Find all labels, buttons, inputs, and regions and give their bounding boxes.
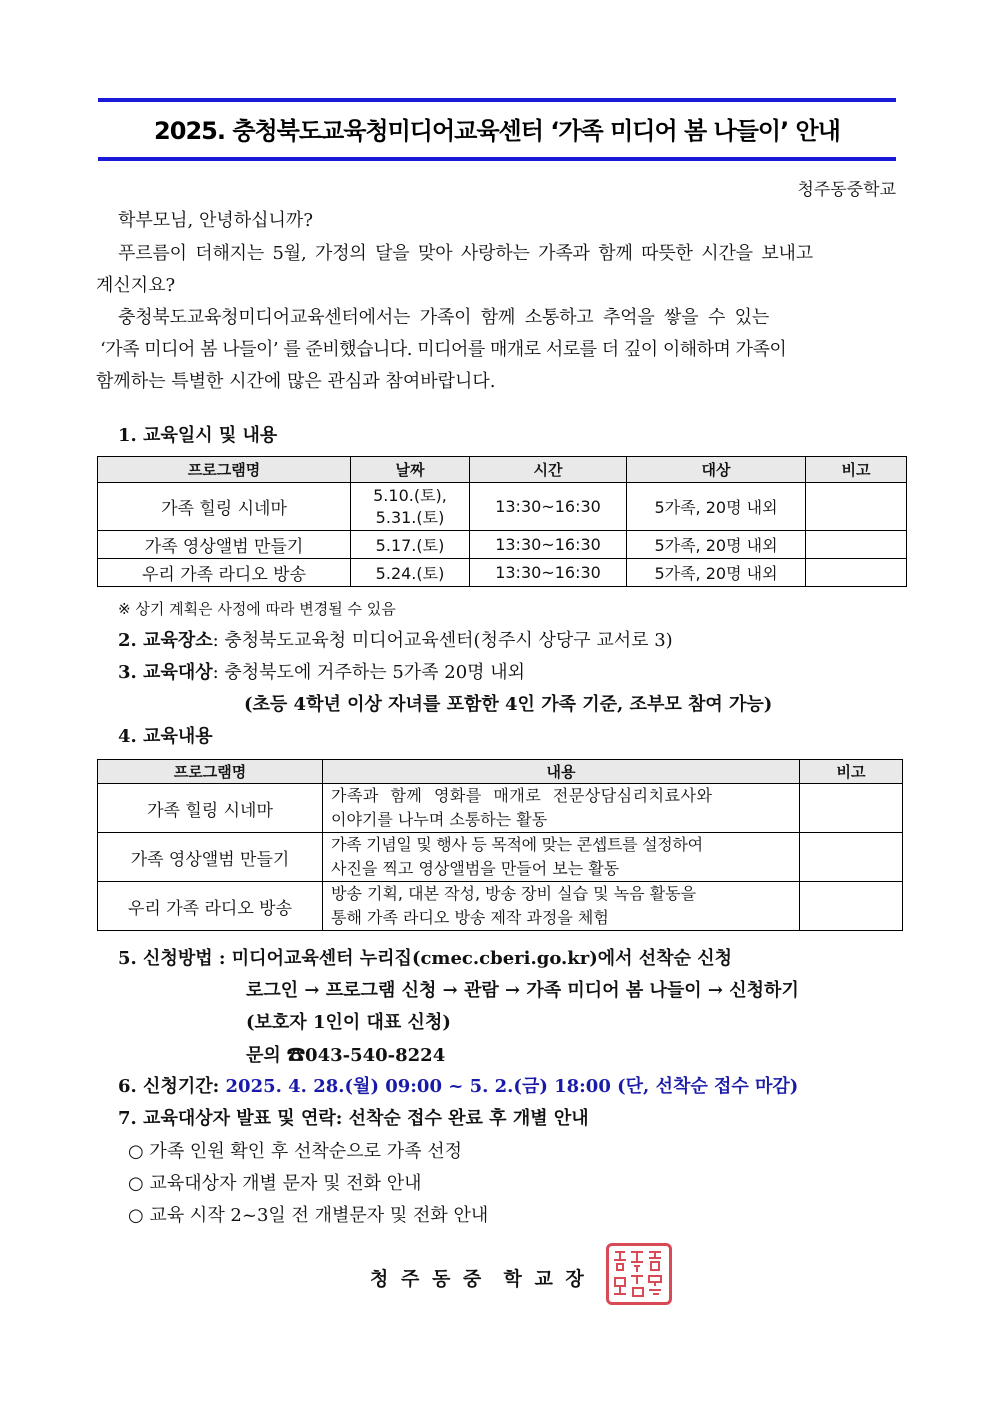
program-name: 가족 영상앨범 만들기 [98, 833, 323, 882]
program-date [351, 483, 470, 531]
top-rule [98, 98, 896, 102]
table-row [98, 531, 907, 559]
content-line: 가족 기념일 및 행사 등 목적에 맞는 콘셉트를 설정하여 [331, 835, 703, 854]
seal-icon [609, 1246, 669, 1302]
intro-p2-line1: 푸르름이 더해지는 5월, 가정의 달을 맞아 사랑하는 가족과 함께 따뜻한 시간을 보내고 [118, 243, 813, 264]
section2 [118, 626, 673, 652]
section2-label: 2. 교육장소 [118, 630, 213, 651]
col-header: 프로그램명 [98, 760, 323, 784]
program-time: 13:30~16:30 [470, 483, 627, 531]
program-note [800, 784, 903, 833]
col-header: 시간 [470, 457, 627, 483]
content-line: 가족과 함께 영화를 매개로 전문상담심리치료사와 [331, 786, 713, 805]
program-target: 5가족, 20명 내외 [627, 559, 806, 587]
bottom-rule [98, 157, 896, 161]
program-time: 13:30~16:30 [470, 531, 627, 559]
table-row [98, 833, 903, 882]
col-header: 프로그램명 [98, 457, 351, 483]
program-content [323, 833, 800, 882]
program-content [323, 784, 800, 833]
section3-value: : 충청북도에 거주하는 5가족 20명 내외 [212, 662, 526, 683]
col-header: 내용 [323, 760, 800, 784]
col-header: 대상 [627, 457, 806, 483]
section7-item: ○ 교육 시작 2~3일 전 개별문자 및 전화 안내 [128, 1205, 489, 1226]
col-header: 비고 [800, 760, 903, 784]
intro-p3-line2: ‘가족 미디어 봄 나들이’ 를 준비했습니다. 미디어를 매개로 서로를 더 깊이 이해하며 가족이 [100, 339, 787, 360]
section1-heading: 1. 교육일시 및 내용 [118, 425, 278, 446]
official-seal [606, 1243, 672, 1305]
table-row [98, 483, 907, 531]
program-note [800, 833, 903, 882]
table-row [98, 784, 903, 833]
program-name: 가족 힐링 시네마 [98, 483, 351, 531]
page-title: 2025. 충청북도교육청미디어교육센터 ‘가족 미디어 봄 나들이’ 안내 [154, 117, 840, 145]
program-note [806, 559, 907, 587]
program-time: 13:30~16:30 [470, 559, 627, 587]
date-line: 5.31.(토) [375, 507, 445, 527]
content-line: 통해 가족 라디오 방송 제작 과정을 체험 [331, 908, 609, 927]
content-table [97, 759, 903, 931]
program-note [806, 483, 907, 531]
content-line: 이야기를 나누며 소통하는 활동 [331, 810, 548, 829]
col-header: 날짜 [351, 457, 470, 483]
section3-note: (초등 4학년 이상 자녀를 포함한 4인 가족 기준, 조부모 참여 가능) [244, 694, 773, 715]
program-date: 5.17.(토) [351, 531, 470, 559]
section5-label: 5. 신청방법 : [118, 948, 232, 969]
section6 [118, 1072, 798, 1098]
intro-p3-line3: 함께하는 특별한 시간에 많은 관심과 참여바랍니다. [96, 371, 496, 392]
section6-label: 6. 신청기간: [118, 1076, 226, 1097]
program-target: 5가족, 20명 내외 [627, 483, 806, 531]
section5-contact: 문의 ☎043-540-8224 [246, 1045, 446, 1066]
schedule-footnote: ※ 상기 계획은 사정에 따라 변경될 수 있음 [118, 600, 396, 618]
program-target: 5가족, 20명 내외 [627, 531, 806, 559]
program-note [806, 531, 907, 559]
school-name: 청주동중학교 [797, 180, 896, 200]
program-note [800, 882, 903, 931]
table-row [98, 882, 903, 931]
principal-signature: 청 주 동 중 학 교 장 [370, 1268, 587, 1290]
section7-item: ○ 교육대상자 개별 문자 및 전화 안내 [128, 1173, 422, 1194]
section4-heading: 4. 교육내용 [118, 726, 213, 747]
section5-line2: 로그인 → 프로그램 신청 → 관람 → 가족 미디어 봄 나들이 → 신청하기 [246, 980, 799, 1001]
section5-line3: (보호자 1인이 대표 신청) [246, 1012, 451, 1033]
content-line: 방송 기획, 대본 작성, 방송 장비 실습 및 녹음 활동을 [331, 884, 697, 903]
program-date: 5.24.(토) [351, 559, 470, 587]
section2-value: : 충청북도교육청 미디어교육센터(청주시 상당구 교서로 3) [212, 630, 673, 651]
section6-value: 2025. 4. 28.(월) 09:00 ~ 5. 2.(금) 18:00 (단, 선착순 접수 마감) [225, 1076, 799, 1097]
section5 [118, 944, 732, 970]
greeting: 학부모님, 안녕하십니까? [118, 210, 313, 231]
intro-p3-line1: 충청북도교육청미디어교육센터에서는 가족이 함께 소통하고 추억을 쌓을 수 있는 [118, 307, 770, 328]
section3 [118, 658, 525, 684]
section7-item: ○ 가족 인원 확인 후 선착순으로 가족 선정 [128, 1141, 462, 1162]
program-name: 우리 가족 라디오 방송 [98, 882, 323, 931]
section3-label: 3. 교육대상 [118, 662, 213, 683]
content-line: 사진을 찍고 영상앨범을 만들어 보는 활동 [331, 859, 620, 878]
table-row [98, 559, 907, 587]
section7-heading: 7. 교육대상자 발표 및 연락: 선착순 접수 완료 후 개별 안내 [118, 1108, 589, 1129]
col-header: 비고 [806, 457, 907, 483]
program-name: 가족 힐링 시네마 [98, 784, 323, 833]
intro-p2-line2: 계신지요? [96, 275, 176, 296]
date-line: 5.10.(토), [373, 485, 447, 505]
program-name: 우리 가족 라디오 방송 [98, 559, 351, 587]
section5-line1: 미디어교육센터 누리집(cmec.cberi.go.kr)에서 선착순 신청 [231, 948, 732, 969]
schedule-table [97, 456, 907, 587]
program-name: 가족 영상앨범 만들기 [98, 531, 351, 559]
program-content [323, 882, 800, 931]
